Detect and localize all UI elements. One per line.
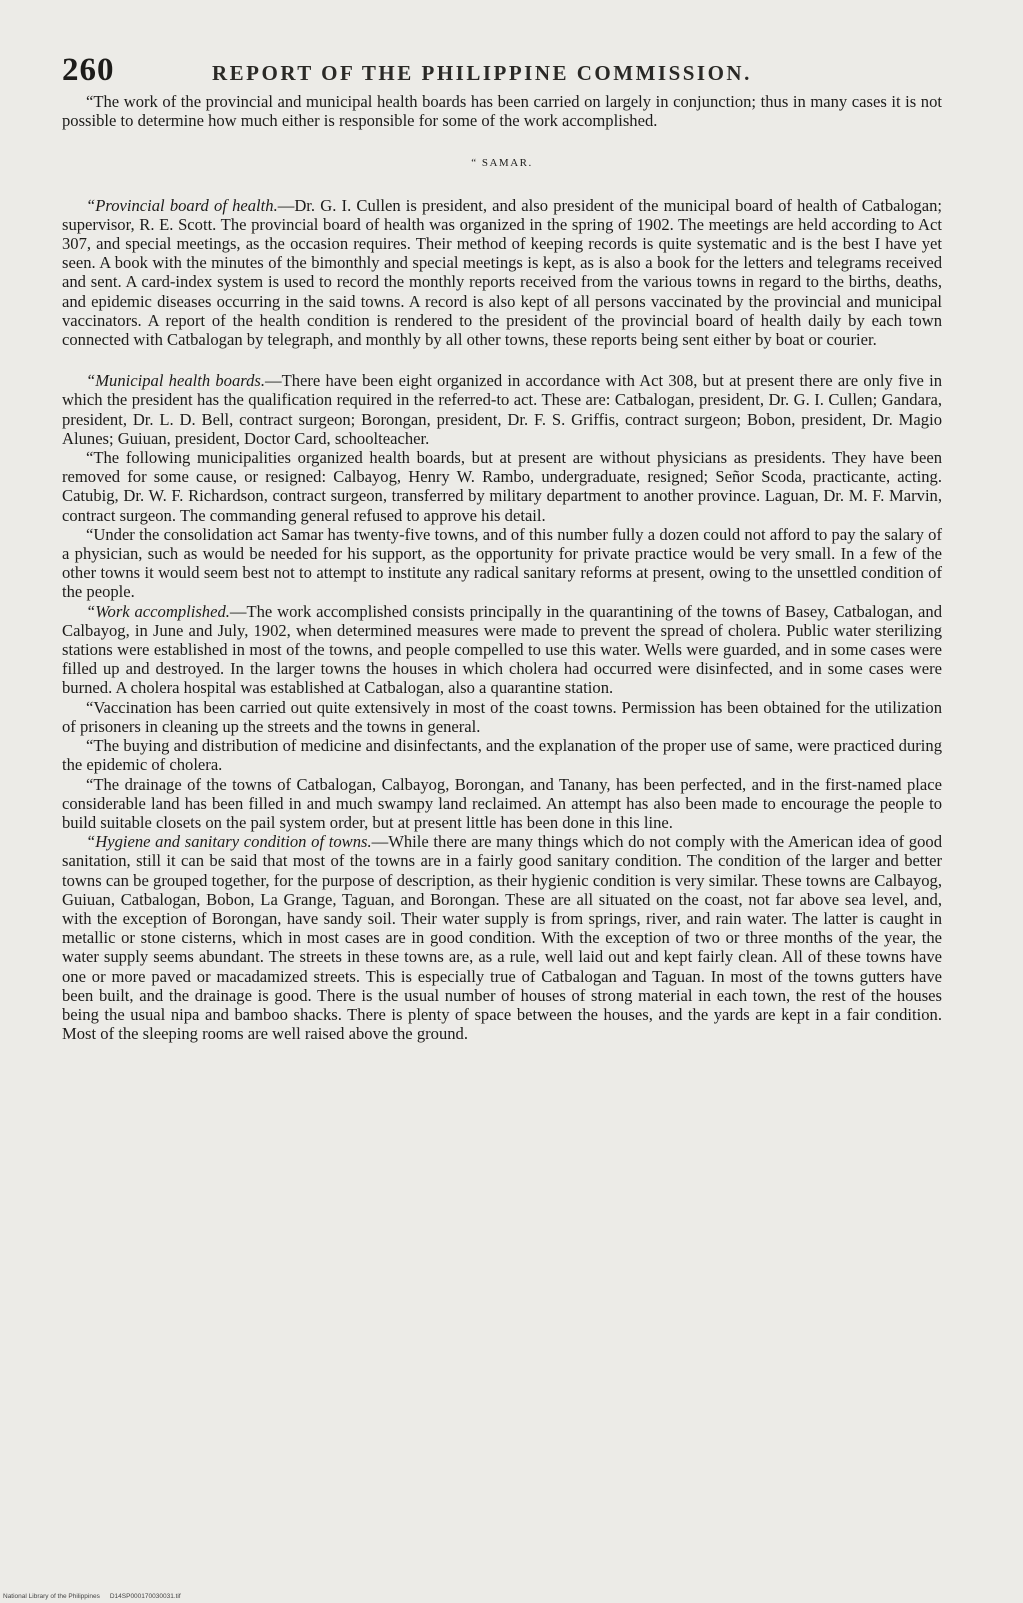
paragraph <box>62 371 942 448</box>
body-text <box>62 92 942 1043</box>
paragraph-text: —There have been eight organized in accordance with Act 308, but at present there are only five in which the president has the qualification required in the referred-to act. These are: Catbalogan, president, Dr. G. I. Cullen; Gandara, president, Dr. L. D. Bell, contract surgeon; Borongan, president, Dr. F. S. Griffis, contract surgeon; Bobon, president, Dr. Magio Alunes; Guiuan, president, Doctor Card, schoolteacher. <box>62 371 942 448</box>
intro-paragraph: “The work of the provincial and municipal health boards has been carried on largely in conjunction; thus in many cases it is not possible to determine how much either is responsible for some of the work accomplished. <box>62 92 942 131</box>
paragraph-lead: “Work accomplished. <box>86 601 230 621</box>
paragraph <box>62 832 942 1043</box>
paragraph-text: “Under the consolidation act Samar has twenty-five towns, and of this number fully a dozen could not afford to pay the salary of a physician, such as would be needed for his support, as the opportunity for private practice would be very small. In a few of the other towns it would seem best not to attempt to institute any radical sanitary reforms at present, owing to the unsettled condition of the people. <box>62 524 942 602</box>
paragraph <box>62 698 942 736</box>
paragraph <box>62 602 942 698</box>
document-page <box>62 52 942 1043</box>
paragraph-text: “The buying and distribution of medicine and disinfectants, and the explanation of the proper use of same, were practiced during the epidemic of cholera. <box>62 736 942 775</box>
paragraph <box>62 525 942 602</box>
running-head: REPORT OF THE PHILIPPINE COMMISSION. <box>212 61 752 85</box>
paragraph-text: —Dr. G. I. Cullen is president, and also president of the municipal board of health of Catbalogan; supervisor, R. E. Scott. The provincial board of health was organized in the spring of 1902. The meetings are held according to Act 307, and special meetings, as the occasion requires. Their method of keeping records is quite systematic and is the best I have yet seen. A book with the minutes of the bimonthly and special meetings is kept, as is also a book for the letters and telegrams received and sent. A card-index system is used to record the monthly reports received from the various towns in regard to the births, deaths, and epidemic diseases occurring in the said towns. A record is also kept of all persons vaccinated by the provincial and municipal vaccinators. A report of the health condition is rendered to the president of the provincial board of health daily by each town connected with Catbalogan by telegraph, and monthly by all other towns, these reports being sent either by boat or courier. <box>62 195 942 350</box>
paragraph <box>62 196 942 350</box>
paragraph-text: —While there are many things which do not comply with the American idea of good sanitation, still it can be said that most of the towns are in a fairly good sanitary condition. The condition of the larger and better towns can be grouped together, for the purpose of description, as their hygienic condition is very similar. These towns are Calbayog, Guiuan, Catbalogan, Bobon, La Grange, Taguan, and Borongan. These are all situated on the coast, not far above sea level, and, with the exception of Borongan, have sandy soil. Their water supply is from springs, river, and rain water. The latter is caught in metallic or stone cisterns, which in most cases are in good condition. With the exception of two or three months of the year, the water supply seems abundant. The streets in these towns are, as a rule, well laid out and kept fairly clean. All of these towns have one or more paved or macadamized streets. This is especially true of Catbalogan and Taguan. In most of the towns gutters have been built, and the drainage is good. There is the usual number of houses of strong material in each town, the rest of the houses being the usual nipa and bamboo shacks. There is plenty of space between the houses, and the yards are kept in a fair condition. Most of the sleeping rooms are well raised above the ground. <box>62 832 942 1044</box>
scan-footer <box>3 1593 181 1600</box>
paragraph <box>62 448 942 525</box>
section-heading: “ SAMAR. <box>471 157 533 170</box>
paragraph-lead: “Municipal health boards. <box>86 371 266 391</box>
footer-library: National Library of the Philippines <box>3 1593 100 1600</box>
paragraph <box>62 736 942 774</box>
paragraph-text: —The work accomplished consists principally in the quarantining of the towns of Basey, Catbalogan, and Calbayog, in June and July, 1902, when determined measures were made to prevent the spread of cholera. Public water sterilizing stations were established in most of the towns, and people compelled to use this water. Wells were guarded, and in some cases were filled up and destroyed. In the larger towns the houses in which cholera had occurred were disinfected, and in some cases were burned. A cholera hospital was established at Catbalogan, also a quarantine station. <box>62 601 943 698</box>
paragraph-lead: “Hygiene and sanitary condition of towns. <box>86 832 372 852</box>
paragraph-text: “The following municipalities organized health boards, but at present are without physicians as presidents. They have been removed for some cause, or resigned: Calbayog, Henry W. Rambo, undergraduate, resigned; Señor Scoda, practicante, acting. Catubig, Dr. W. F. Richardson, contract surgeon, transferred by military department to another province. Laguan, Dr. M. F. Marvin, contract surgeon. The commanding general refused to approve his detail. <box>62 448 942 525</box>
footer-identifier: D14SP000170030031.tif <box>109 1593 181 1600</box>
page-header <box>62 52 942 92</box>
paragraph <box>62 775 942 833</box>
paragraph-lead: “Provincial board of health. <box>86 195 278 215</box>
paragraph-text: “The drainage of the towns of Catbalogan, Calbayog, Borongan, and Tanany, has been perfected, and in the first-named place considerable land has been filled in and much swampy land reclaimed. An attempt has also been made to encourage the people to build suitable closets on the pail system order, but at present little has been done in this line. <box>62 774 942 832</box>
page-number: 260 <box>62 52 115 88</box>
paragraph-text: “Vaccination has been carried out quite extensively in most of the coast towns. Permission has been obtained for the utilization of prisoners in cleaning up the streets and the towns in general. <box>62 697 942 736</box>
